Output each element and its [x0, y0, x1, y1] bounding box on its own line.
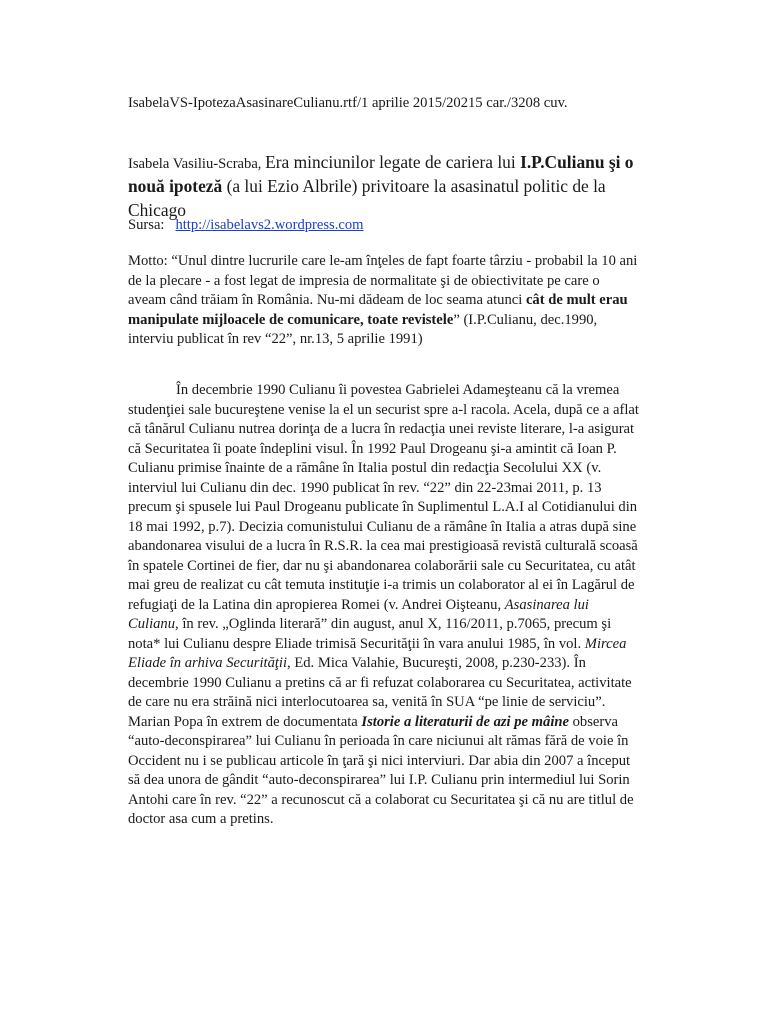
motto-paragraph	[128, 252, 640, 350]
document-title	[128, 151, 640, 223]
motto-text-2: ” (I.P.Culianu, dec.1990, interviu publicat în rev “22”, nr.13, 5 aprilie 1991)	[128, 311, 598, 348]
title-emphasis: I.P.Culianu şi o nouă ipoteză	[128, 152, 634, 196]
source-link[interactable]: http://isabelavs2.wordpress.com	[175, 217, 364, 233]
source-label: Sursa:	[128, 217, 165, 233]
body-italic-2: Mircea Eliade în arhiva Securităţii	[128, 635, 627, 671]
motto-bold-text: cât de mult erau manipulate mijloacele de comunicare, toate revistele	[128, 292, 628, 328]
body-italic-3: Istorie a literaturii de azi pe mâine	[361, 713, 569, 730]
body-text-1: În decembrie 1990 Culianu îi povestea Gabrielei Adameşteanu că la vremea studenţiei sale bucureştene venise la el un securist spre a-l racola. Acela, după ce a aflat că tânărul Culianu nutrea dorinţa de a lucra în redacţia unei reviste literare, l-a asigurat că Securitatea îi poate îndeplini visul. În 1992 Paul Drogeanu şi-a amintit că Ioan P. Culianu primise înainte de a rămâne în Italia postul din redacţia Secolului XX (v. interviul lui Culianu din dec. 1990 publicat în rev. “22” din 22-23mai 2011, p. 13 precum şi spusele lui Paul Drogeanu publicate în Suplimentul L.A.I al Cotidianului din 18 mai 1992, p.7). Decizia comunistului Culianu de a rămâne în Italia a atras după sine abandonarea visului de a lucra în R.S.R. la cea mai prestigioasă revistă culturală scoasă în spatele Cortinei de fier, dar nu şi abandonarea colaborării sale cu Securitatea, cu atât mai greu de realizat cu cât temuta instituţie i-a trimis un colaborator al ei în Lagărul de refugiaţi de la Latina din apropierea Romei (v. Andrei Oişteanu,	[128, 382, 639, 613]
title-author: Isabela Vasiliu-Scraba,	[128, 156, 266, 172]
body-paragraph	[128, 381, 640, 830]
title-part3: (a lui Ezio Albrile) privitoare la asasinatul politic de la Chicago	[128, 176, 606, 220]
body-text-3: , Ed. Mica Valahie, Bucureşti, 2008, p.230-233). În decembrie 1990 Culianu a pretins că ar fi refuzat colaborarea cu Securitatea, activitate de care nu era străină nici interlocutoarea sa, venită în SUA “pe linie de serviciu”. Marian Popa în extrem de documentata	[128, 655, 632, 730]
title-part1: Era minciunilor legate de cariera lui	[265, 152, 521, 172]
source-line	[128, 216, 640, 235]
body-text-4: observa “auto-deconspirarea” lui Culianu în perioada în care niciunui alt rămas fără de voie în Occident nu i se publicau articole în ţară şi nici interviuri. Dar abia din 2007 a început să dea unora de gândit “auto-deconspirarea” lui I.P. Culianu prin intermediul lui Sorin Antohi care în rev. “22” a recunoscut că a colaborat cu Securitatea şi că nu are titlul de doctor asa cum a pretins.	[128, 713, 634, 827]
motto-text-1: Motto: “Unul dintre lucrurile care le-am înţeles de fapt foarte târziu - probabil la 10 ani de la plecare - a fost legat de impresia de normalitate şi de obiectivitate pe care o aveam când trăiam în România. Nu-mi dădeam de loc seama atunci	[128, 253, 638, 309]
body-italic-1: Asasinarea lui Culianu	[128, 596, 589, 632]
file-header-line: IsabelaVS-IpotezaAsasinareCulianu.rtf/1 aprilie 2015/20215 car./3208 cuv.	[128, 95, 568, 111]
body-text-2: , în rev. „Oglinda literară” din august, anul X, 116/2011, p.7065, precum şi nota* lui Culianu despre Eliade trimisă Securităţii în vara anului 1985, în vol.	[128, 616, 612, 652]
